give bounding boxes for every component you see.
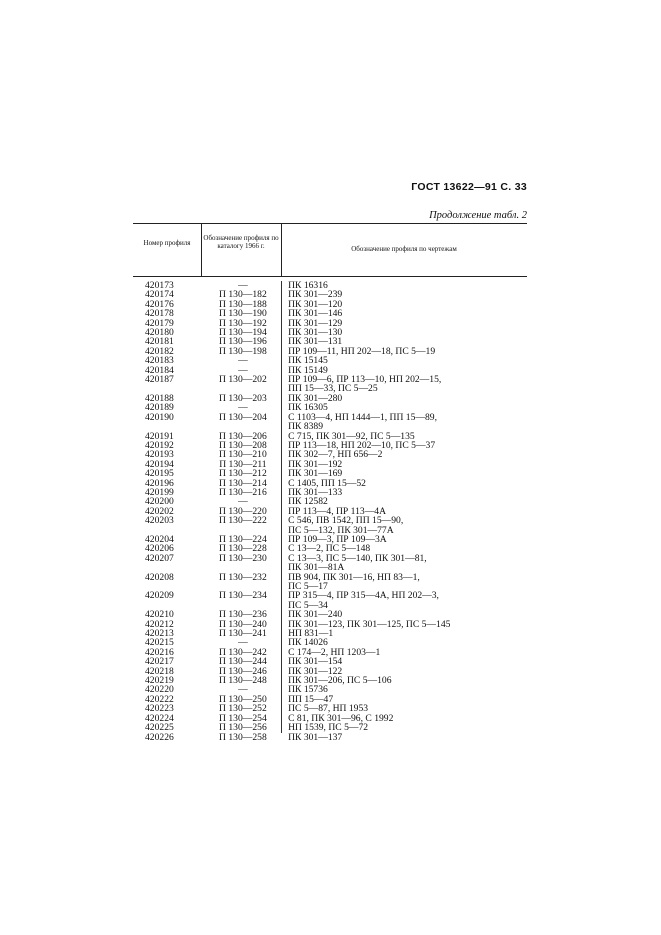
profile-number: 420208 bbox=[145, 571, 174, 583]
drawing-designation-line: ПР 109—6, ПР 113—10, НП 202—15, bbox=[288, 374, 442, 386]
catalog-designation: П 130—230 bbox=[219, 552, 267, 564]
catalog-designation: П 130—246 bbox=[219, 665, 267, 677]
catalog-designation: П 130—242 bbox=[219, 646, 267, 658]
catalog-designation: П 130—224 bbox=[219, 533, 267, 545]
profile-number: 420222 bbox=[145, 693, 174, 705]
drawing-designation-line: ПП 15—47 bbox=[288, 693, 334, 705]
profile-number: 420225 bbox=[145, 722, 174, 734]
catalog-designation: П 130—208 bbox=[219, 439, 267, 451]
drawing-designation-line: ПК 16305 bbox=[288, 402, 328, 414]
catalog-designation: — bbox=[238, 637, 248, 649]
drawing-designation-line: ПК 301—206, ПС 5—106 bbox=[288, 675, 392, 687]
catalog-designation: П 130—236 bbox=[219, 609, 267, 621]
drawing-designation-line: ПК 301—131 bbox=[288, 336, 343, 348]
catalog-designation: П 130—204 bbox=[219, 411, 267, 423]
catalog-designation: — bbox=[238, 402, 248, 414]
catalog-designation: П 130—212 bbox=[219, 468, 267, 480]
catalog-designation: П 130—256 bbox=[219, 722, 267, 734]
catalog-designation: П 130—192 bbox=[219, 317, 267, 329]
table-row bbox=[133, 733, 527, 742]
drawing-designation-line: С 13—2, ПС 5—148 bbox=[288, 543, 371, 555]
profile-number: 420190 bbox=[145, 411, 174, 423]
drawing-designation-line: С 81, ПК 301—96, С 1992 bbox=[288, 712, 394, 724]
drawing-designation bbox=[280, 591, 527, 610]
catalog-designation: П 130—252 bbox=[219, 703, 267, 715]
profile-number: 420217 bbox=[145, 656, 174, 668]
column-header-profile-number: Номер профиля bbox=[143, 239, 191, 247]
catalog-designation: П 130—254 bbox=[219, 712, 267, 724]
profile-number: 420184 bbox=[145, 364, 174, 376]
profile-number: 420192 bbox=[145, 439, 174, 451]
table-body bbox=[133, 281, 527, 742]
catalog-designation: П 130—210 bbox=[219, 449, 267, 461]
drawing-designation-line: С 1103—4, НП 1444—1, ПП 15—89, bbox=[288, 411, 437, 423]
page-header: ГОСТ 13622—91 С. 33 bbox=[411, 181, 527, 193]
drawing-designation-line: ПК 301—146 bbox=[288, 308, 343, 320]
profile-number: 420187 bbox=[145, 374, 174, 386]
drawing-designation-line: ПК 16316 bbox=[288, 280, 328, 291]
catalog-designation: — bbox=[238, 280, 248, 291]
drawing-designation-line: ПК 14026 bbox=[288, 637, 328, 649]
profile-number: 420216 bbox=[145, 646, 174, 658]
profile-number: 420179 bbox=[145, 317, 174, 329]
column-divider bbox=[281, 224, 282, 276]
catalog-designation: П 130—240 bbox=[219, 618, 267, 630]
catalog-designation: П 130—190 bbox=[219, 308, 267, 320]
drawing-designation bbox=[280, 733, 527, 742]
catalog-designation: П 130—202 bbox=[219, 374, 267, 386]
profile-number: 420196 bbox=[145, 477, 174, 489]
table-row bbox=[133, 375, 527, 394]
drawing-designation-line: ПК 15145 bbox=[288, 355, 328, 367]
drawing-designation bbox=[280, 554, 527, 573]
profile-number: 420188 bbox=[145, 392, 174, 404]
drawing-designation-line: ПК 301—169 bbox=[288, 468, 343, 480]
profile-number: 420207 bbox=[145, 552, 174, 564]
drawing-designation-line: ПК 302—7, НП 656—2 bbox=[288, 449, 383, 461]
catalog-designation: П 130—220 bbox=[219, 505, 267, 517]
drawing-designation-line: НП 831—1 bbox=[288, 628, 334, 640]
profile-number: 420191 bbox=[145, 430, 174, 442]
table-row bbox=[133, 676, 527, 685]
catalog-designation: П 130—216 bbox=[219, 486, 267, 498]
profile-number: 420215 bbox=[145, 637, 174, 649]
table-row bbox=[133, 554, 527, 573]
drawing-designation-line: С 13—3, ПС 5—140, ПК 301—81, bbox=[288, 552, 427, 564]
column-header-drawing-designation: Обозначение профиля по чертежам bbox=[351, 245, 457, 253]
catalog-designation: П 130—258 bbox=[219, 731, 267, 743]
drawing-designation-line: ПВ 904, ПК 301—16, НП 83—1, bbox=[288, 571, 420, 583]
profiles-table bbox=[133, 223, 527, 743]
catalog-designation: — bbox=[238, 355, 248, 367]
drawing-designation-line: ПР 113—18, НП 202—10, ПС 5—37 bbox=[288, 439, 436, 451]
drawing-designation bbox=[280, 375, 527, 394]
drawing-designation-line: ПР 109—11, НП 202—18, ПС 5—19 bbox=[288, 345, 436, 357]
column-header-catalog-designation: Обозначение профиля по каталогу 1966 г. bbox=[203, 234, 279, 250]
profile-number: 420212 bbox=[145, 618, 174, 630]
drawing-designation-line: ПК 301—130 bbox=[288, 327, 343, 339]
drawing-designation-line: ПС 5—34 bbox=[288, 599, 328, 611]
profile-number: 420199 bbox=[145, 486, 174, 498]
profile-number: 420204 bbox=[145, 533, 174, 545]
profile-number: 420219 bbox=[145, 675, 174, 687]
drawing-designation-line: ПР 113—4, ПР 113—4А bbox=[288, 505, 387, 517]
profile-number: 420194 bbox=[145, 458, 174, 470]
table-row bbox=[133, 591, 527, 610]
drawing-designation-line: ПК 301—192 bbox=[288, 458, 343, 470]
profile-number: 420193 bbox=[145, 449, 174, 461]
drawing-designation-line: ПК 301—154 bbox=[288, 656, 343, 668]
drawing-designation-line: НП 1539, ПС 5—72 bbox=[288, 722, 369, 734]
profile-number: 420189 bbox=[145, 402, 174, 414]
table-continuation-note: Продолжение табл. 2 bbox=[429, 210, 527, 221]
column-divider bbox=[201, 224, 202, 276]
drawing-designation-line: ПР 315—4, ПР 315—4А, НП 202—3, bbox=[288, 590, 439, 602]
profile-number: 420200 bbox=[145, 496, 174, 508]
profile-number: 420178 bbox=[145, 308, 174, 320]
catalog-designation: П 130—228 bbox=[219, 543, 267, 555]
catalog-designation: П 130—234 bbox=[219, 590, 267, 602]
catalog-designation: П 130—206 bbox=[219, 430, 267, 442]
profile-number: 420206 bbox=[145, 543, 174, 555]
profile-number: 420180 bbox=[145, 327, 174, 339]
profile-number: 420209 bbox=[145, 590, 174, 602]
drawing-designation-line: С 1405, ПП 15—52 bbox=[288, 477, 366, 489]
profile-number: 420183 bbox=[145, 355, 174, 367]
profile-number: 420174 bbox=[145, 289, 174, 301]
catalog-designation: П 130—196 bbox=[219, 336, 267, 348]
profile-number: 420223 bbox=[145, 703, 174, 715]
profile-number: 420213 bbox=[145, 628, 174, 640]
catalog-designation: П 130—214 bbox=[219, 477, 267, 489]
drawing-designation bbox=[280, 573, 527, 592]
drawing-designation-line: ПК 301—122 bbox=[288, 665, 343, 677]
catalog-designation: П 130—241 bbox=[219, 628, 267, 640]
catalog-designation: П 130—232 bbox=[219, 571, 267, 583]
drawing-designation-line: ПК 15736 bbox=[288, 684, 328, 696]
drawing-designation-line: ПК 301—137 bbox=[288, 731, 343, 743]
catalog-designation: — bbox=[238, 496, 248, 508]
drawing-designation-line: ПК 301—133 bbox=[288, 486, 343, 498]
drawing-designation-line: ПС 5—87, НП 1953 bbox=[288, 703, 369, 715]
table-row bbox=[133, 356, 527, 365]
profile-number: 420202 bbox=[145, 505, 174, 517]
table-row bbox=[133, 573, 527, 592]
table-row bbox=[133, 516, 527, 535]
profile-number: 420220 bbox=[145, 684, 174, 696]
profile-number: 420218 bbox=[145, 665, 174, 677]
drawing-designation-line: ПК 15149 bbox=[288, 364, 328, 376]
drawing-designation-line: ПС 5—132, ПК 301—77А bbox=[288, 524, 394, 536]
drawing-designation-line: С 715, ПК 301—92, ПС 5—135 bbox=[288, 430, 415, 442]
table-row bbox=[133, 394, 527, 403]
catalog-designation: П 130—198 bbox=[219, 345, 267, 357]
catalog-designation: П 130—248 bbox=[219, 675, 267, 687]
table-row bbox=[133, 347, 527, 356]
catalog-designation: П 130—194 bbox=[219, 327, 267, 339]
drawing-designation-line: С 174—2, НП 1203—1 bbox=[288, 646, 381, 658]
profile-number: 420203 bbox=[145, 515, 174, 527]
profile-number: 420181 bbox=[145, 336, 174, 348]
catalog-designation: П 130—188 bbox=[219, 298, 267, 310]
drawing-designation-line: ПР 109—3, ПР 109—3А bbox=[288, 533, 387, 545]
table-row bbox=[133, 488, 527, 497]
drawing-designation bbox=[280, 413, 527, 432]
catalog-designation: — bbox=[238, 364, 248, 376]
drawing-designation-line: С 546, ПВ 1542, ПП 15—90, bbox=[288, 515, 404, 527]
table-header bbox=[133, 223, 527, 277]
drawing-designation-line: ПК 8389 bbox=[288, 421, 324, 433]
profile-number: 420182 bbox=[145, 345, 174, 357]
drawing-designation-line: ПК 301—239 bbox=[288, 289, 343, 301]
table-row bbox=[133, 413, 527, 432]
profile-number: 420224 bbox=[145, 712, 174, 724]
drawing-designation-line: ПК 301—81А bbox=[288, 562, 345, 574]
profile-number: 420195 bbox=[145, 468, 174, 480]
catalog-designation: — bbox=[238, 684, 248, 696]
profile-number: 420210 bbox=[145, 609, 174, 621]
drawing-designation-line: ПК 301—129 bbox=[288, 317, 343, 329]
catalog-designation: П 130—222 bbox=[219, 515, 267, 527]
drawing-designation-line: ПК 301—240 bbox=[288, 609, 343, 621]
catalog-designation: П 130—211 bbox=[219, 458, 267, 470]
drawing-designation-line: ПС 5—17 bbox=[288, 581, 328, 592]
drawing-designation bbox=[280, 516, 527, 535]
profile-number: 420173 bbox=[145, 280, 174, 291]
catalog-designation: П 130—203 bbox=[219, 392, 267, 404]
catalog-designation: П 130—182 bbox=[219, 289, 267, 301]
table-row bbox=[133, 629, 527, 638]
drawing-designation-line: ПК 301—120 bbox=[288, 298, 343, 310]
drawing-designation-line: ПП 15—33, ПС 5—25 bbox=[288, 383, 378, 395]
catalog-designation: П 130—250 bbox=[219, 693, 267, 705]
drawing-designation-line: ПК 12582 bbox=[288, 496, 328, 508]
profile-number: 420176 bbox=[145, 298, 174, 310]
catalog-designation: П 130—244 bbox=[219, 656, 267, 668]
drawing-designation-line: ПК 301—280 bbox=[288, 392, 343, 404]
profile-number: 420226 bbox=[145, 731, 174, 743]
drawing-designation-line: ПК 301—123, ПК 301—125, ПС 5—145 bbox=[288, 618, 451, 630]
